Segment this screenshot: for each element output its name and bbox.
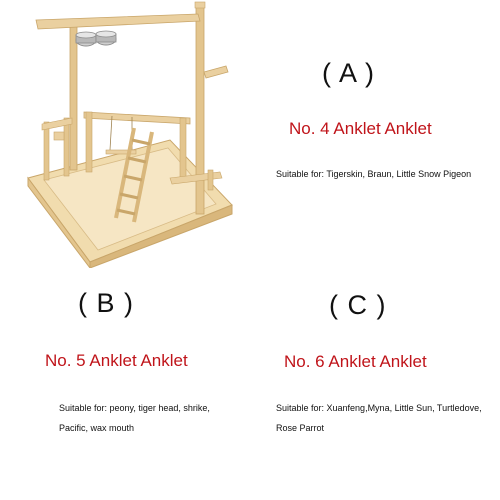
left-small-post-2 <box>64 118 69 176</box>
swing-post-left <box>86 112 92 172</box>
option-b-letter: ( B ) <box>78 288 134 318</box>
side-perch <box>204 66 228 78</box>
left-upright-post <box>70 22 77 170</box>
swing-bar <box>84 112 190 124</box>
left-small-block <box>54 132 64 140</box>
option-b-title: No. 5 Anklet Anklet <box>45 351 188 370</box>
left-small-post-1 <box>44 122 49 180</box>
option-c-description: Suitable for: Xuanfeng,Myna, Little Sun, Turtledove, Rose Parrot <box>276 403 482 433</box>
option-c-letter: ( C ) <box>329 290 387 320</box>
option-a-letter: ( A ) <box>322 58 376 88</box>
option-c-title: No. 6 Anklet Anklet <box>284 352 427 371</box>
option-a-description: Suitable for: Tigerskin, Braun, Little Snow Pigeon <box>276 169 472 179</box>
top-post-cap <box>195 2 205 8</box>
bird-play-stand-image <box>20 0 235 268</box>
right-upright-post <box>196 6 204 214</box>
option-a-title: No. 4 Anklet Anklet <box>289 119 432 138</box>
option-b-description: Suitable for: peony, tiger head, shrike, Pacific, wax mouth <box>59 403 210 433</box>
top-perch <box>36 14 200 29</box>
tray-rail-post <box>208 170 213 190</box>
swing-post-right <box>180 118 186 178</box>
